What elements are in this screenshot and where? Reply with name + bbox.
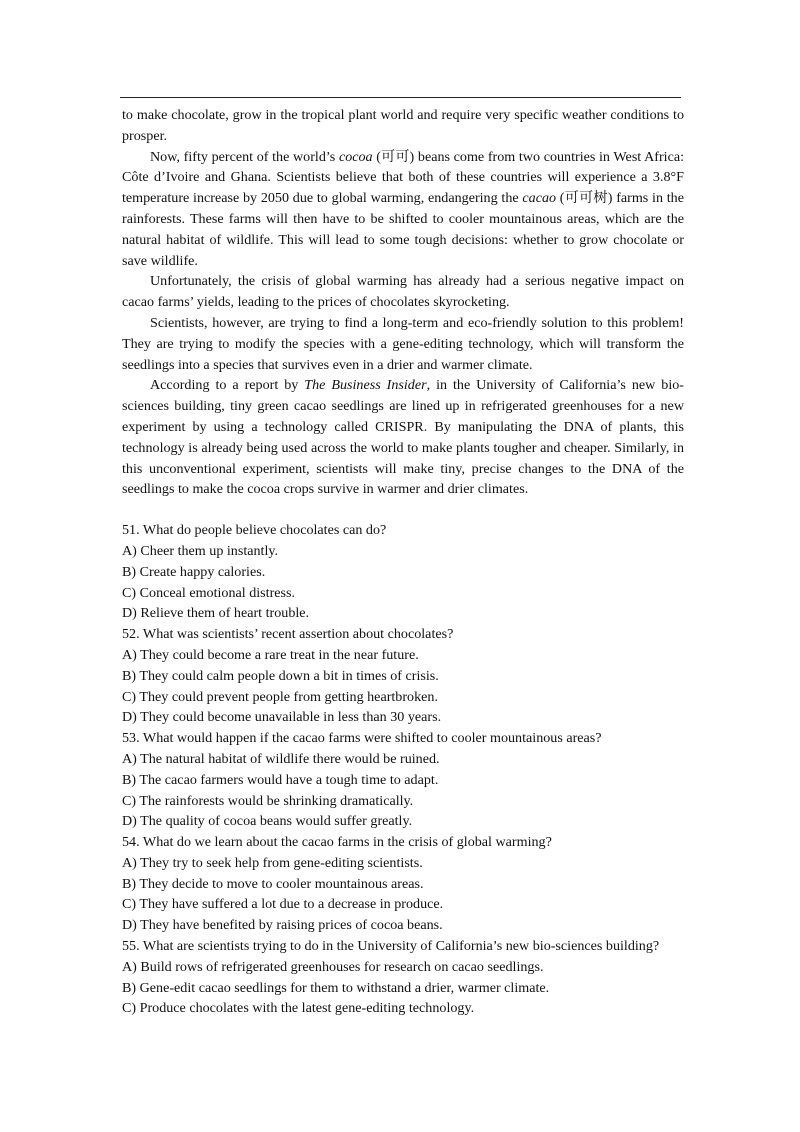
term-cacao: cacao (522, 190, 557, 207)
question-stem: 52. What was scientists’ recent assertion about chocolates? (122, 626, 454, 643)
answer-option: A) Cheer them up instantly. (122, 542, 279, 559)
term-cocoa: cocoa (338, 148, 373, 165)
question-stem: 53. What would happen if the cacao farms were shifted to cooler mountainous areas? (122, 730, 602, 747)
answer-option: A) The natural habitat of wildlife there would be ruined. (122, 750, 440, 767)
answer-option: D) They have benefited by raising prices of cocoa beans. (122, 917, 443, 934)
answer-option: C) They could prevent people from getting heartbroken. (122, 688, 438, 705)
answer-option: C) Produce chocolates with the latest gene-editing technology. (122, 1000, 475, 1017)
text-run: According to a report by (150, 377, 305, 394)
text-run: (可可树) farms in the rainforests. These farms will then have to be shifted to cooler mountainous areas, which are the natural habitat of wildlife. This will lead to some tough decisions: whether to grow chocolate or save wildlife. (122, 190, 684, 269)
question-51 (122, 520, 684, 624)
answer-option: B) They decide to move to cooler mountainous areas. (122, 875, 424, 892)
answer-option: A) Build rows of refrigerated greenhouses for research on cacao seedlings. (122, 958, 544, 975)
answer-option: D) Relieve them of heart trouble. (122, 605, 310, 622)
answer-option: B) The cacao farmers would have a tough time to adapt. (122, 771, 439, 788)
question-stem: 54. What do we learn about the cacao farms in the crisis of global warming? (122, 834, 552, 851)
answer-option: C) They have suffered a lot due to a decrease in produce. (122, 896, 444, 913)
question-53 (122, 728, 684, 832)
question-55 (122, 936, 684, 1019)
passage-paragraph-4 (122, 375, 684, 500)
answer-option: B) They could calm people down a bit in times of crisis. (122, 667, 439, 684)
answer-option: A) They could become a rare treat in the near future. (122, 646, 419, 663)
header-rule (120, 97, 681, 98)
answer-option: C) Conceal emotional distress. (122, 584, 296, 601)
passage-paragraph-3: Scientists, however, are trying to find a long-term and eco-friendly solution to this problem! They are trying to modify the species with a gene-editing technology, which will transform the seedlings into a species that survives even in a drier and warmer climate. (122, 314, 684, 373)
text-run: (可可) beans come from two countries in West Africa: Côte d’Ivoire and Ghana. Scientists believe that both of these countries will experience a 3.8°F temperature increase by 2050 due to global warming, endangering the (122, 148, 685, 207)
text-run: , in the University of California’s new bio-sciences building, tiny green cacao seedlings are lined up in refrigerated greenhouses for a new experiment by using a technology called CRISPR. By manipulating the DNA of plants, this technology is already being used across the world to make plants tougher and cheaper. Similarly, in this unconventional experiment, scientists will make tiny, precise changes to the DNA of the seedlings to make the cocoa crops survive in warmer and drier climates. (122, 377, 684, 498)
passage-paragraph-0: to make chocolate, grow in the tropical plant world and require very specific weather conditions to prosper. (122, 107, 684, 144)
answer-option: D) They could become unavailable in less than 30 years. (122, 709, 442, 726)
answer-option: B) Gene-edit cacao seedlings for them to withstand a drier, warmer climate. (122, 979, 550, 996)
question-stem: 51. What do people believe chocolates can do? (122, 522, 387, 539)
section-gap (122, 500, 684, 520)
passage-paragraph-1 (122, 147, 684, 272)
answer-option: A) They try to seek help from gene-editing scientists. (122, 854, 423, 871)
question-52 (122, 624, 684, 728)
text-run: Now, fifty percent of the world’s (150, 148, 339, 165)
answer-option: C) The rainforests would be shrinking dramatically. (122, 792, 414, 809)
document-body (122, 105, 684, 1019)
question-54 (122, 832, 684, 936)
answer-option: D) The quality of cocoa beans would suffer greatly. (122, 813, 413, 830)
answer-option: B) Create happy calories. (122, 563, 266, 580)
passage-paragraph-2: Unfortunately, the crisis of global warming has already had a serious negative impact on cacao farms’ yields, leading to the prices of chocolates skyrocketing. (122, 273, 684, 311)
question-stem: 55. What are scientists trying to do in the University of California’s new bio-sciences building? (122, 938, 660, 955)
source-title: The Business Insider (304, 377, 427, 394)
